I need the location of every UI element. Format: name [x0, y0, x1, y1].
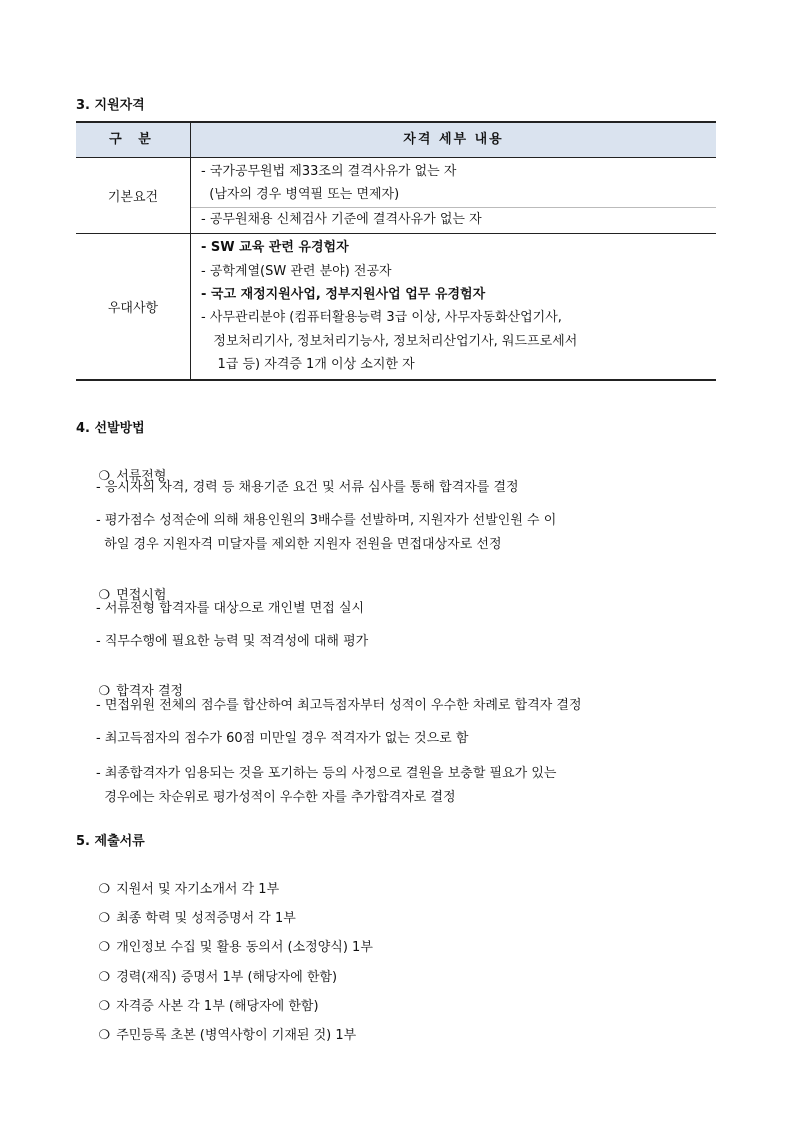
document-item-text: 주민등록 초본 (병역사항이 기재된 것) 1부: [116, 1028, 357, 1043]
section-title-selection: 4. 선발방법: [76, 421, 145, 436]
section-title-qualification: 3. 지원자격: [76, 98, 145, 113]
preference-line-6: 1급 등) 자격증 1개 이상 소지한 자: [201, 357, 415, 373]
decision-item-1: - 면접위원 전체의 점수를 합산하여 최고득점자부터 성적이 우수한 차례로 합격자 결정: [96, 698, 582, 713]
table-row-basic: [76, 158, 716, 234]
preference-line-3: - 국고 재정지원사업, 정부지원사업 업무 유경험자: [201, 287, 486, 303]
basic-line-3: - 공무원채용 신체검사 기준에 결격사유가 없는 자: [201, 211, 482, 227]
basic-line-2: (남자의 경우 병역필 또는 면제자): [201, 187, 400, 203]
document-item-text: 경력(재직) 증명서 1부 (해당자에 한함): [116, 970, 338, 985]
circle-bullet-icon: ❍: [98, 940, 111, 955]
header-detail: 자격 세부 내용: [190, 123, 716, 157]
circle-bullet-icon: ❍: [98, 999, 111, 1014]
interview-item-2: - 직무수행에 필요한 능력 및 적격성에 대해 평가: [96, 634, 369, 649]
preference-line-2: - 공학계열(SW 관련 분야) 전공자: [201, 263, 392, 279]
document-item-text: 개인정보 수집 및 활용 동의서 (소정양식) 1부: [116, 940, 373, 955]
circle-bullet-icon: ❍: [98, 469, 111, 484]
preference-line-4: - 사무관리분야 (컴퓨터활용능력 3급 이상, 사무자동화산업기사,: [201, 310, 562, 326]
decision-item-3-line-2: 경우에는 차순위로 평가성적이 우수한 자를 추가합격자로 결정: [96, 790, 456, 805]
decision-item-3-line-1: - 최종합격자가 임용되는 것을 포기하는 등의 사정으로 결원을 보충할 필요가 있는: [96, 766, 557, 781]
circle-bullet-icon: ❍: [98, 588, 111, 603]
circle-bullet-icon: ❍: [98, 882, 111, 897]
circle-bullet-icon: ❍: [98, 1028, 111, 1043]
row-label-basic: 기본요건: [107, 190, 159, 206]
subsection-heading: 합격자 결정: [116, 684, 184, 699]
screening-item-2-line-2: 하일 경우 지원자격 미달자를 제외한 지원자 전원을 면접대상자로 선정: [96, 537, 502, 552]
circle-bullet-icon: ❍: [98, 684, 111, 699]
document-item-text: 지원서 및 자기소개서 각 1부: [116, 882, 280, 897]
row-label-preference: 우대사항: [107, 300, 159, 316]
table-header-row: [76, 121, 716, 158]
screening-item-1: - 응시자의 자격, 경력 등 채용기준 요건 및 서류 심사를 통해 합격자를 결정: [96, 480, 519, 495]
qualification-table: [76, 121, 716, 381]
document-item: [82, 1009, 356, 1058]
preference-line-1: - SW 교육 관련 유경험자: [201, 240, 349, 256]
subsection-heading: 서류전형: [116, 469, 167, 484]
section-title-documents: 5. 제출서류: [76, 834, 145, 849]
preference-line-5: 정보처리기사, 정보처리기능사, 정보처리산업기사, 워드프로세서: [201, 333, 578, 349]
row-detail-basic: [190, 158, 716, 233]
row-detail-preference: [190, 234, 716, 378]
circle-bullet-icon: ❍: [98, 911, 111, 926]
document-item-text: 자격증 사본 각 1부 (해당자에 한함): [116, 999, 319, 1014]
basic-line-1: - 국가공무원법 제33조의 결격사유가 없는 자: [201, 164, 457, 179]
circle-bullet-icon: ❍: [98, 970, 111, 985]
table-row-preference: [76, 234, 716, 380]
screening-item-2-line-1: - 평가점수 성적순에 의해 채용인원의 3배수를 선발하며, 지원자가 선발인원 수 이: [96, 513, 557, 528]
interview-item-1: - 서류전형 합격자를 대상으로 개인별 면접 실시: [96, 601, 365, 616]
subsection-heading: 면접시험: [116, 588, 167, 603]
header-category: 구 분: [109, 132, 157, 147]
decision-item-2: - 최고득점자의 점수가 60점 미만일 경우 적격자가 없는 것으로 함: [96, 731, 469, 746]
document-item-text: 최종 학력 및 성적증명서 각 1부: [116, 911, 296, 926]
